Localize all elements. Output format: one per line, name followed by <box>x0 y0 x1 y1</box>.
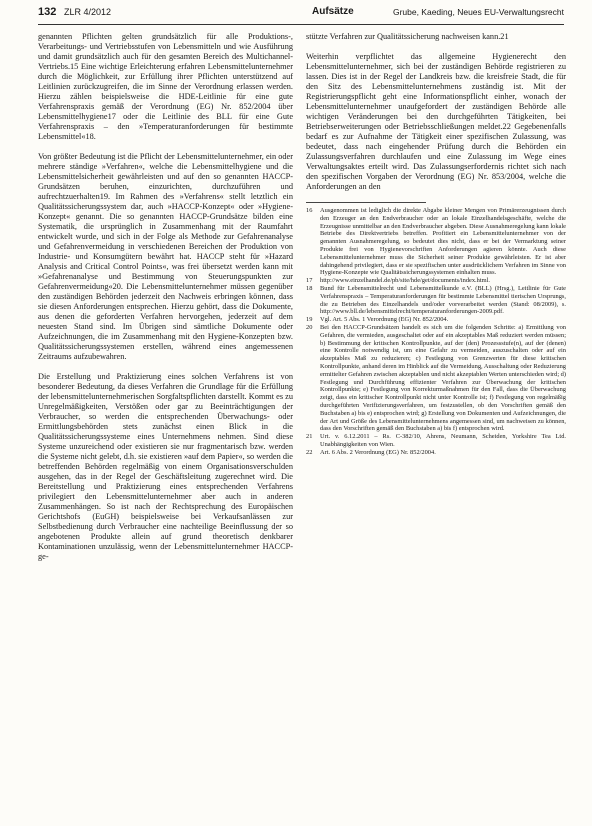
body-paragraph: stützte Verfahren zur Qualitätssicherung nachweisen kann.21 <box>306 32 509 41</box>
footnote <box>306 207 566 277</box>
section-title: Aufsätze <box>312 6 354 17</box>
journal-reference: ZLR 4/2012 <box>64 7 112 17</box>
left-column <box>38 32 293 562</box>
footnote-number: 21 <box>306 433 313 441</box>
footnote <box>306 285 566 316</box>
running-authors: Grube, Kaeding, Neues EU-Verwaltungsrecht <box>392 7 564 17</box>
page-number: 132 <box>38 6 57 18</box>
footnote-text: Urt. v. 6.12.2011 – Rs. C-382/10, Ahrens, Neumann, Scheiden, Yorkshire Tea Ltd. Unabhängigkeiten von Wien. <box>320 433 566 448</box>
footnote-divider <box>306 202 426 203</box>
footnote-text: Art. 6 Abs. 2 Verordnung (EG) Nr. 852/2004. <box>320 448 436 456</box>
footnote-text: Ausgenommen ist lediglich die direkte Abgabe kleiner Mengen von Primärerzeugnissen durch den Erzeuger an den Endverbraucher oder an lokale Einzelhandelsgeschäfte, welche die Erzeugnisse unmittelbar an den Endverbraucher abgeben. Diese Ausnahmeregelung kann lokale Betriebe des Direktvertriebs betreffen. Profitiert ein Lebensmittelunternehmer von der genannten Ausnahmeregelung, so bedeutet dies nicht, dass er bei der Vermarktung seiner Produkte frei von Hygienevorschriften Anforderungen agieren könnte. Auch diese Lebensmittelunternehmer muss die Sicherheit seiner Produkte gewährleisten. Er ist aber dahingehend privilegiert, dass er sie spezifischen unter ausdrücklichem Verfahren im Sinne von Hygiene-Konzepte wie Qualitätssicherungssystemen einhalten muss. <box>320 207 566 277</box>
footnote-text: Vgl. Art. 5 Abs. 1 Verordnung (EG) Nr. 852/2004. <box>320 316 449 324</box>
footnote <box>306 316 566 324</box>
footnote-number: 19 <box>306 316 313 324</box>
body-paragraph: Von größter Bedeutung ist die Pflicht der Lebensmittelunternehmer, ein oder mehrere ständige »Verfahren«, welche die Lebensmittelhygiene und die Lebensmittelsicherheit gewährleisten und auf den so genannten HACCP-Grundsätzen beruhen, einzurichten, durchzuführen und aufrechtzuerhalten19. Im Rahmen des »Verfahrens« stellt letztlich ein Qualitätssicherungssystem dar, auch »HACCP-Konzept« oder »Hygiene-Konzept« genannt. Die so genannten HACCP-Grundsätze bilden eine Systematik, die ursprünglich in Zusammenhang mit der Raumfahrt entwickelt wurde, und sich in der Folge als Methode zur Gefahrenanalyse und Gefahrenvermeidung in verschiedenen Bereichen der Produktion von Industrie- und Konsumgütern bewährt hat. HACCP steht für »Hazard Analysis and Critical Control Points«, was frei übersetzt werden kann mit »Gefahrenanalyse und Bestimmung von Steuerungspunkten zur Gefahrenvermeidung«20. Die Lebensmittelunternehmer müssen gegenüber den zuständigen Behörden jederzeit den Nachweis erbringen können, dass sie diesen Anforderungen entsprechen. Hierzu gehört, dass die Dokumente, aus denen die geforderten Verfahren hervorgehen, jederzeit auf dem neuesten Stand sind. Im Übrigen sind sämtliche Dokumente oder Aufzeichnungen, die im Zusammenhang mit den Hygiene-Konzepten bzw. Qualitätssicherungssystemen erstellen, während eines angemessenen Zeitraums aufzubewahren. <box>38 152 293 361</box>
footnote-number: 20 <box>306 323 313 331</box>
page-header <box>38 4 564 25</box>
footnote-text: http://www.einzelhandel.de/pb/site/hde/get/documents/index.html. <box>320 277 490 285</box>
footnote-number: 17 <box>306 277 313 285</box>
footnote-text: Bei den HACCP-Grundsätzen handelt es sich um die folgenden Schritte: a) Ermittlung von Gefahren, die vermieden, ausgeschaltet oder auf ein akzeptables Maß reduziert werden müssen; b) Bestimmung der kritischen Kontrollpunkte, auf der (den) Prozessstufe(n), auf der (denen) eine Kontrolle notwendig ist, um eine Gefahr zu vermeiden, auszuschalten oder auf ein akzeptables Maß zu reduzieren; c) Festlegung von Grenzwerten für diese kritischen Kontrollpunkte, anhand deren im Hinblick auf die Vermeidung, Ausschaltung oder Reduzierung ermittelter Gefahren zwischen akzeptablen und nicht akzeptablen Werten unterschieden wird; d) Festlegung und Durchführung effizienter Verfahren zur Überwachung der kritischen Kontrollpunkte; e) Festlegung von Korrekturmaßnahmen für den Fall, dass die Überwachung zeigt, dass ein kritischer Kontrollpunkt nicht unter Kontrolle ist; f) Festlegung von regelmäßig durchgeführten Verifizierungsverfahren, um festzustellen, ob den Vorschriften gemäß den Buchstaben a) bis e) entsprochen wird; g) Erstellung von Dokumenten und Aufzeichnungen, die der Art und Größe des Lebensmittelunternehmens angemessen sind, um nachweisen zu können, dass den Vorschriften gemäß den Buchstaben a) bis f) entsprochen wird. <box>320 323 567 433</box>
footnote <box>306 324 566 433</box>
footnote <box>306 433 566 449</box>
footnote-number: 18 <box>306 284 313 292</box>
right-column <box>306 32 566 457</box>
body-paragraph: Die Erstellung und Praktizierung eines solchen Verfahrens ist von besonderer Bedeutung, da dieses Verfahren die Grundlage für die Erfüllung der lebensmittelunternehmerischen Sorgfaltspflichten darstellt. Kommt es zu Unregelmäßigkeiten, Verstößen oder gar zu Beeinträchtigungen der Verbraucher, so werden die entsprechenden Überwachungs- oder Ermittlungsbehörden stets zunächst einen Blick in die Qualitätssicherungssysteme eines Unternehmens nehmen. Sind diese Systeme unzureichend oder existieren sie nur fragmentarisch bzw. werden die Systeme nicht gelebt, d.h. sie existieren »auf dem Papier«, so werden die betreffenden Behörden regelmäßig von einem Organisationsverschulden ausgehen, das in der Regel der Geschäftsleitung zugerechnet wird. Die Bereitstellung und Praktizierung eines entsprechenden Verfahrens privilegiert den Lebensmittelunternehmer aber auch in anderen Zusammenhängen. So ist nach der Rechtsprechung des Europäischen Gerichtshofs (EuGH) beispielsweise bei Verkaufsanlässen zur Selbstbedienung durch Verbraucher eine nachteilige Beeinflussung der so angebotenen Produkte allein auf grund theoretisch denkbarer Kontaminationen unzulässig, wenn der Lebensmittelunternehmer HACCP-ge- <box>38 372 293 561</box>
footnote-number: 16 <box>306 207 313 214</box>
footnote <box>306 449 566 457</box>
footnote-text: Bund für Lebensmittelrecht und Lebensmittelkunde e.V. (BLL) (Hrsg.), Leitlinie für Gute Verfahrenspraxis – Temperaturanforderungen für bestimmte Lebensmittel tierischen Ursprungs, die zu Betrieben des Einzelhandels und/oder vorverarbeitet werden (Stand: 08/2009), s. http://www.bll.de/lebensmittelrecht/temperaturanforderungen-2009.pdf. <box>320 284 566 316</box>
body-paragraph: genannten Pflichten gelten grundsätzlich für alle Produktions-, Verarbeitungs- und Vertriebsstufen von Lebensmitteln und wie Ausführung und damit grundsätzlich auch für den gesamten Bereich des Multichannel-Vertriebs.15 Eine wichtige Erleichterung erfahren Lebensmittelunternehmer durch die Möglichkeit, zur Erfüllung ihrer Pflichten unterstützend auf Leitlinien zurückzugreifen, die im Sinne der Verordnung erlassen werden. Hierzu zählen beispielsweise die HDE-Leitlinie für eine gute Verfahrenspraxis gemäß der Verordnung (EG) Nr. 852/2004 über Lebensmittelhygiene17 oder die Leitlinie des BLL für eine Gute Verfahrenspraxis – den »Temperaturanforderungen für bestimmte Lebensmittel«18. <box>38 32 293 141</box>
footnote-number: 22 <box>306 448 313 456</box>
footnote <box>306 277 566 285</box>
body-paragraph: Weiterhin verpflichtet das allgemeine Hygienerecht den Lebensmittelunternehmer, sich bei der zuständigen Behörde registrieren zu lassen. Dies ist in der Regel der Landkreis bzw. die kreisfreie Stadt, die für den Sitz des Lebensmittelunternehmens zuständig ist. Mit der Registrierungspflicht geht eine Informationspflicht einher, wonach der Lebensmittelunternehmer unaufgefordert der zuständigen Behörde alle wichtigen Veränderungen bei den durchgeführten Tätigkeiten, bei Betriebserweiterungen oder Betriebsschließungen meldet.22 Gegebenenfalls bedarf es zur Aufnahme der Tätigkeit einer spezifischen Zulassung, was bedeutet, dass nach eingehender Prüfung durch die Behörden ein Zulassungsverfahren durchlaufen und eine Zulassung im Wege eines Verwaltungsaktes erteilt wird. Das Zulassungserfordernis richtet sich nach den spezifischen Vorgaben der Verordnung (EG) Nr. 853/2004, welche die Anforderungen an den <box>306 52 566 191</box>
